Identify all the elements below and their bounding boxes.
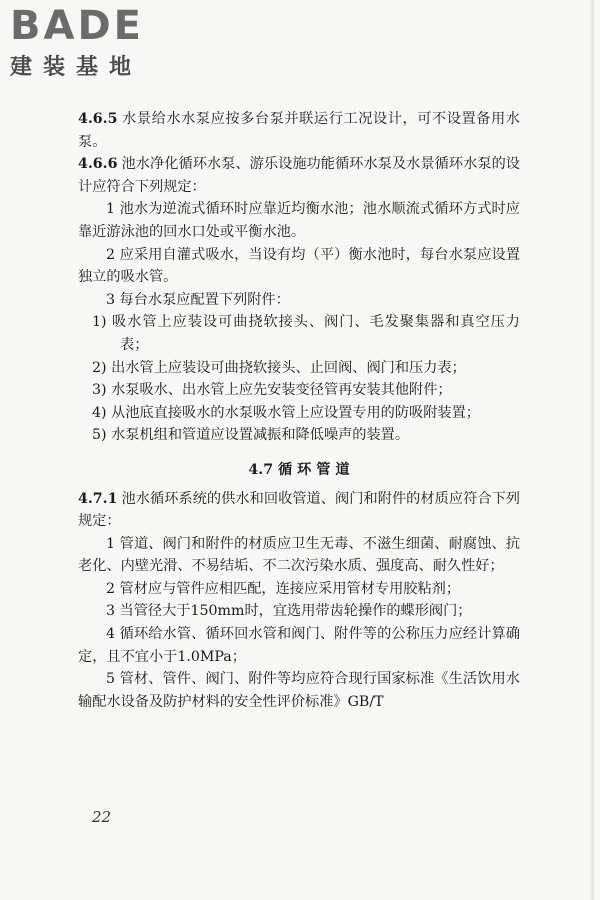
subitem-1: 1) 吸水管上应装设可曲挠软接头、阀门、毛发聚集器和真空压力表；	[92, 314, 520, 353]
material-item-4: 4 循环给水管、循环回水管和阀门、附件等的公称压力应经计算确定，且不宜小于1.0MPa；	[78, 626, 520, 665]
item-2: 2 应采用自灌式吸水，当设有均（平）衡水池时，每台水泵应设置独立的吸水管。	[78, 246, 520, 286]
subitem-5: 5) 水泵机组和管道应设置减振和降低噪声的装置。	[92, 427, 410, 444]
material-item-1: 1 管道、阀门和附件的材质应卫生无毒、不滋生细菌、耐腐蚀、抗老化、内壁光滑、不易结垢、不二次污染水质、强度高、耐久性好；	[78, 535, 520, 575]
subitem-3: 3) 水泵吸水、出水管上应先安装变径管再安装其他附件；	[92, 382, 452, 399]
subitem-4: 4) 从池底直接吸水的水泵吸水管上应设置专用的防吸附装置；	[92, 404, 480, 421]
material-item-2: 2 管材应与管件应相匹配，连接应采用管材专用胶粘剂；	[106, 580, 461, 597]
page-edge-shadow	[589, 0, 594, 900]
bade-logo	[10, 4, 144, 82]
material-item-5: 5 管材、管件、阀门、附件等均应符合现行国家标准《生活饮用水输配水设备及防护材料的安全性评价标准》GB/T	[78, 671, 520, 710]
clause-4-7-1: 4.7.1 池水循环系统的供水和回收管道、阀门和附件的材质应符合下列规定：	[78, 490, 520, 530]
item-1: 1 池水为逆流式循环时应靠近均衡水池；池水顺流式循环方式时应靠近游泳池的回水口处或平衡水池。	[78, 201, 520, 240]
clause-4-6-6: 4.6.6 池水净化循环水泵、游乐设施功能循环水泵及水景循环水泵的设计应符合下列规定：	[78, 156, 520, 195]
item-3: 3 每台水泵应配置下列附件：	[106, 291, 290, 308]
page-body	[78, 108, 520, 713]
clause-4-6-5: 4.6.5 水景给水水泵应按多台泵并联运行工况设计，可不设置备用水泵。	[78, 111, 520, 150]
subitem-2: 2) 出水管上应装设可曲挠软接头、止回阀、阀门和压力表；	[92, 359, 466, 376]
section-heading: 4.7 循 环 管 道	[248, 461, 350, 478]
material-item-3: 3 当管径大于150mm时，宜选用带齿轮操作的蝶形阀门；	[106, 603, 472, 620]
logo-subtitle: 建装基地	[10, 55, 143, 80]
logo-wordmark: BADE	[10, 3, 144, 49]
page-number: 22	[92, 808, 112, 826]
